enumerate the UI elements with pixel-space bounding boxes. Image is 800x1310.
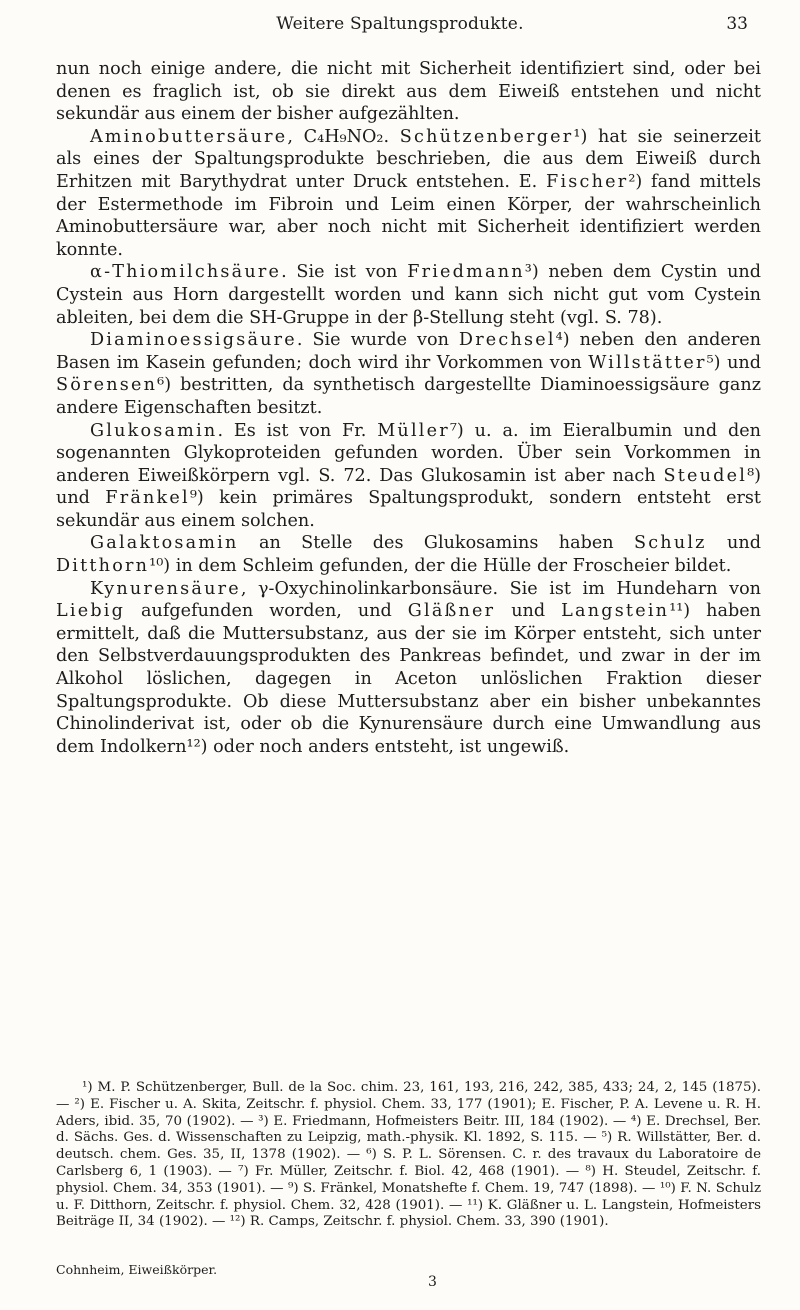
footnote-ref-3: ³) [524, 262, 539, 283]
term-kynurensaeure: Kynurensäure [90, 578, 241, 599]
author-langstein: Langstein [561, 601, 670, 622]
page-number: 33 [726, 14, 748, 34]
author-drechsel: Drechsel [458, 330, 556, 351]
page-header [0, 0, 800, 60]
paragraph-text: . Sie ist von [281, 262, 408, 283]
author-schuetzenberger: Schützenberger [399, 126, 574, 147]
signature-mark: 3 [428, 1274, 437, 1290]
footnote-ref-8: ⁸) [747, 465, 761, 486]
paragraph-aminobuttersaeure [56, 126, 761, 262]
footnote-ref-1: ¹) [573, 126, 588, 147]
author-soerensen: Sörensen [56, 375, 158, 396]
paragraph-text: haben ermittelt, daß die Muttersubstanz, aus der sie im Körper entsteht, sich unter den Selbstverdauungsprodukten des Pankreas befindet, und zwar in der im Alkohol löslichen, dagegen in Aceton unlöslichen Fraktion dieser Spaltungsprodukte. Ob diese Muttersubstanz aber ein bisher unbekanntes Chinolinderivat ist, oder ob die Kynurensäure durch eine Umwandlung aus dem Indolkern [56, 601, 761, 757]
paragraph-text: kein primäres Spaltungsprodukt, sondern entsteht erst sekundär aus einem solchen. [56, 488, 761, 531]
term-glukosamin: Glukosamin [90, 420, 218, 441]
term-aminobuttersaeure: Aminobuttersäure [90, 126, 288, 147]
term-thiomilchsaeure: α-Thiomilchsäure [90, 262, 282, 283]
footnote-block: ¹) M. P. Schützenberger, Bull. de la Soc. chim. 23, 161, 193, 216, 242, 385, 433; 24, 2, 145 (1875). — ²) E. Fischer u. A. Skita, Zeitschr. f. physiol. Chem. 33, 177 (1901); E. Fischer, P. A. Levene u. R. H. Aders, ibid. 35, 70 (1902). — ³) E. Friedmann, Hofmeisters Beitr. III, 184 (1902). — ⁴) E. Drechsel, Ber. d. Sächs. Ges. d. Wissenschaften zu Leipzig, math.-physik. Kl. 1892, S. 115. — ⁵) R. Willstätter, Ber. d. deutsch. chem. Ges. 35, II, 1378 (1902). — ⁶) S. P. L. Sörensen. C. r. des travaux du Laboratoire de Carlsberg 6, 1 (1903). — ⁷) Fr. Müller, Zeitschr. f. Biol. 42, 468 (1901). — ⁸) H. Steudel, Zeitschr. f. physiol. Chem. 34, 353 (1901). — ⁹) S. Fränkel, Monatshefte f. Chem. 19, 747 (1898). — ¹⁰) F. N. Schulz u. F. Ditthorn, Zeitschr. f. physiol. Chem. 32, 428 (1901). — ¹¹) K. Gläßner u. L. Langstein, Hofmeisters Beiträge II, 34 (1902). — ¹²) R. Camps, Zeitschr. f. physiol. Chem. 33, 390 (1901). [56, 1080, 761, 1230]
body-text [56, 58, 761, 758]
paragraph-text: bestritten, da synthetisch dargestellte Diaminoessigsäure ganz andere Eigenschaften besitzt. [56, 375, 761, 418]
term-diaminoessigsaeure: Diaminoessigsäure [90, 330, 297, 351]
paragraph-text: aufgefunden worden, und [125, 601, 408, 622]
paragraph-text: und [495, 601, 562, 622]
author-liebig: Liebig [56, 601, 126, 622]
author-glaessner: Gläßner [407, 601, 496, 622]
paragraph-text: hat sie seinerzeit als eines der Spaltungsprodukte beschrieben, die aus dem Eiweiß durch Erhitzen mit Barythydrat unter Druck entstehen. E. [56, 126, 761, 192]
author-steudel: Steudel [663, 465, 748, 486]
paragraph-thiomilchsaeure [56, 261, 761, 329]
intro-paragraph [56, 58, 761, 126]
page-footer [56, 1262, 761, 1302]
paragraph-text: oder noch anders entsteht, ist ungewiß. [207, 736, 570, 757]
paragraph-text: und [56, 488, 106, 509]
paragraph-text: fand mittels der Estermethode im Fibroin und Leim einen Körper, der wahrscheinlich Aminobuttersäure war, aber noch nicht mit Sicherheit identifiziert werden konnte. [56, 171, 761, 260]
footnote-ref-6: ⁶) [157, 375, 172, 396]
author-fraenkel: Fränkel [105, 488, 190, 509]
footnote-ref-10: ¹⁰) [149, 556, 171, 577]
author-friedmann: Friedmann [407, 262, 525, 283]
paragraph-text: in dem Schleim gefunden, der die Hülle der Froscheier bildet. [170, 556, 732, 577]
paragraph-text: und [720, 352, 761, 373]
paragraph-text: , γ-Oxychinolinkarbonsäure. Sie ist im Hundeharn von [240, 578, 761, 599]
footnote-ref-9: ⁹) [189, 488, 204, 509]
footnote-ref-2: ²) [628, 171, 643, 192]
footnote-ref-12: ¹²) [186, 736, 208, 757]
paragraph-text: und [706, 533, 761, 554]
formula: , C₄H₉NO₂. [287, 126, 400, 147]
paragraph-kynurensaeure [56, 578, 761, 759]
footnote-ref-5: ⁵) [706, 352, 721, 373]
author-ditthorn: Ditthorn [56, 556, 150, 577]
footnote-ref-11: ¹¹) [669, 601, 691, 622]
author-willstaetter: Willstätter [588, 352, 707, 373]
paragraph-text: . Sie wurde von [296, 330, 459, 351]
footnote-ref-4: ⁴) [555, 330, 570, 351]
paragraph-text: an Stelle des Glukosamins haben [238, 533, 634, 554]
paragraph-text: . Es ist von Fr. [217, 420, 378, 441]
paragraph-text: neben dem Cystin und Cystein aus Horn dargestellt worden und kann sich nicht gut vom Cystein ableiten, bei dem die SH-Gruppe in der β-Stellung steht (vgl. S. 78). [56, 262, 761, 328]
footnote-ref-7: ⁷) [449, 420, 464, 441]
paragraph-text: neben den anderen Basen im Kasein gefunden; doch wird ihr Vorkommen von [56, 330, 761, 373]
author-mueller: Müller [377, 420, 450, 441]
author-schulz: Schulz [633, 533, 707, 554]
publisher-mark: Cohnheim, Eiweißkörper. [56, 1262, 218, 1277]
term-galaktosamin: Galaktosamin [90, 533, 239, 554]
paragraph-glukosamin [56, 420, 761, 533]
intro-text: nun noch einige andere, die nicht mit Sicherheit identifiziert sind, oder bei denen es fraglich ist, ob sie direkt aus dem Eiweiß entstehen und nicht sekundär aus einem der bisher aufgezählten. [56, 59, 761, 125]
running-title: Weitere Spaltungsprodukte. [276, 14, 524, 34]
footnotes [56, 1080, 761, 1231]
paragraph-galaktosamin [56, 532, 761, 577]
author-fischer: Fischer [546, 171, 629, 192]
paragraph-text: u. a. im Eieralbumin und den sogenannten Glykoproteiden gefunden worden. Über sein Vorkommen in anderen Eiweißkörpern vgl. S. 72. Das Glukosamin ist aber nach [56, 420, 761, 486]
paragraph-diaminoessigsaeure [56, 329, 761, 419]
